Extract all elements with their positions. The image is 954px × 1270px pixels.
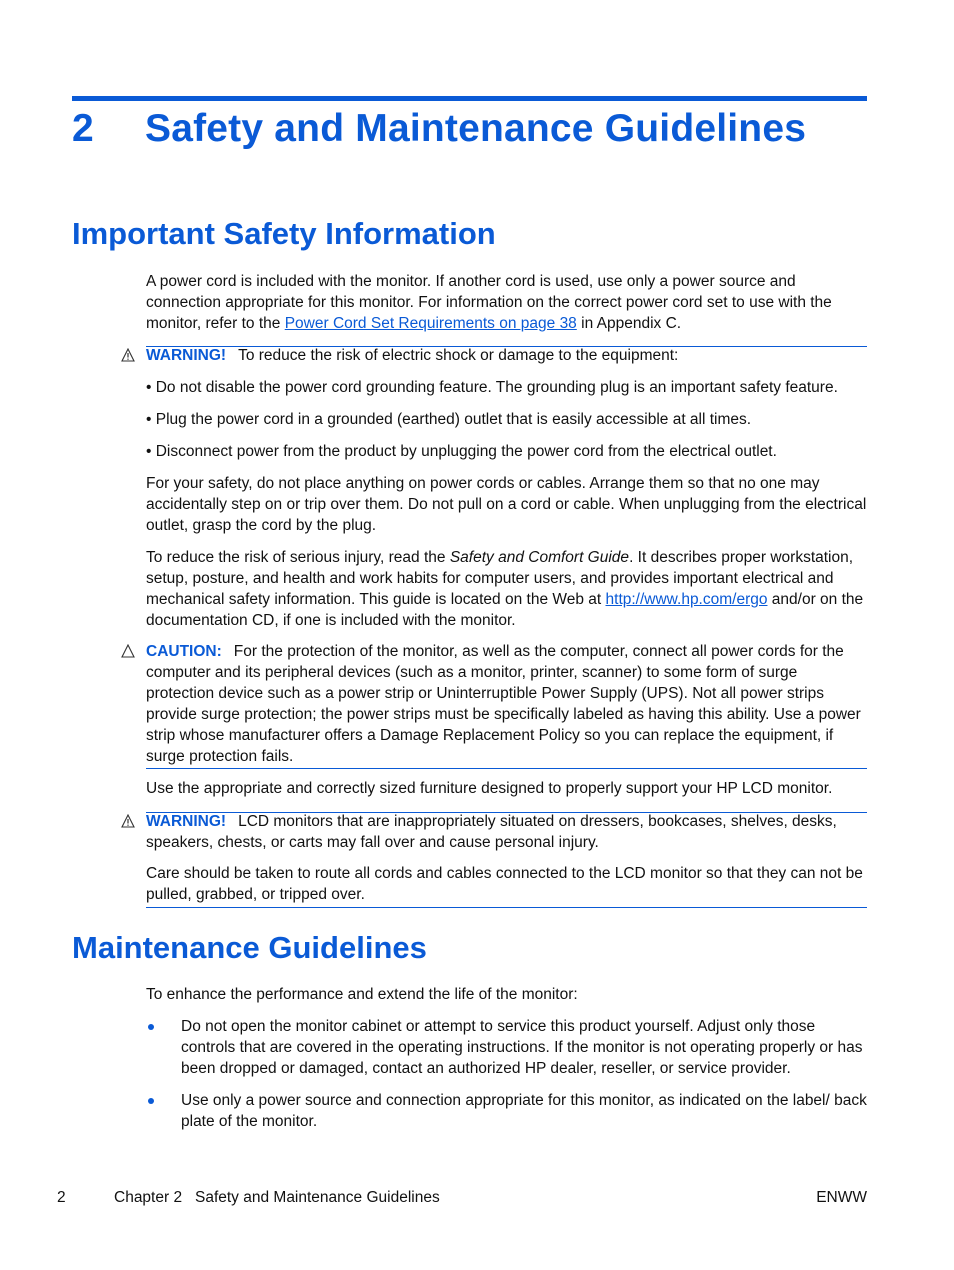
- warning-triangle-icon: [121, 814, 135, 828]
- warning2-rule-bottom: [146, 907, 867, 908]
- warning2-label: WARNING!: [146, 813, 227, 830]
- warning-triangle-icon: [121, 348, 135, 362]
- maintenance-intro: To enhance the performance and extend the life of the monitor:: [146, 986, 578, 1003]
- bullet-dot-icon: [148, 1098, 154, 1104]
- caution-label: CAUTION:: [146, 643, 222, 660]
- warning-bullet-3: • Disconnect power from the product by unplugging the power cord from the electrical outlet.: [146, 443, 777, 460]
- safety-intro: [146, 271, 868, 334]
- furniture-paragraph: Use the appropriate and correctly sized furniture designed to properly support your HP LCD monitor.: [146, 780, 833, 797]
- guide-title: Safety and Comfort Guide: [449, 549, 630, 566]
- safety-intro-end: in Appendix C.: [576, 315, 682, 332]
- chapter-rule: [72, 96, 867, 101]
- chapter-title: [72, 107, 806, 151]
- warning-bullet-1: • Do not disable the power cord grounding feature. The grounding plug is an important safety feature.: [146, 379, 838, 396]
- bullet-dot-icon: [148, 1024, 154, 1030]
- warning2: [146, 811, 868, 853]
- warning1-label: WARNING!: [146, 347, 227, 364]
- maintenance-heading: Maintenance Guidelines: [72, 930, 427, 965]
- footer-locale: ENWW: [816, 1189, 867, 1206]
- chapter-title-text: Safety and Maintenance Guidelines: [145, 107, 807, 150]
- warning1-text: To reduce the risk of electric shock or damage to the equipment:: [238, 347, 679, 364]
- guide-text-3: and/or on the documentation CD, if one is included with the monitor.: [146, 591, 864, 629]
- caution-text: For the protection of the monitor, as well as the computer, connect all power cords for the computer and its peripheral devices (such as a monitor, printer, scanner) to some form of surge protection device such as a power strip or Uninterruptible Power Supply (UPS). Not all power strips provide surge protection; the power strips must be specifically labeled as having this ability. Use a power strip whose manufacturer offers a Damage Replacement Policy so you can replace the equipment, if surge protection fails.: [146, 643, 861, 765]
- warning1: [146, 345, 868, 366]
- maintenance-bullet-2: Use only a power source and connection appropriate for this monitor, as indicated on the label/ back plate of the monitor.: [181, 1092, 867, 1130]
- guide-text-2: . It describes proper workstation, setup, posture, and health and work habits for computer users, and provides important electrical and mechanical safety information. This guide is located on the Web at: [146, 549, 854, 608]
- guide-paragraph: [146, 547, 868, 631]
- caution: [146, 641, 868, 767]
- caution-rule-bottom: [146, 768, 867, 769]
- power-cord-link[interactable]: Power Cord Set Requirements on page 38: [284, 315, 577, 332]
- safety-paragraph: For your safety, do not place anything on power cords or cables. Arrange them so that no one may accidentally step on or trip over them. Do not pull on a cord or cable. When unplugging from the electrical outlet, grasp the cord by the plug.: [146, 475, 867, 534]
- warning2-text: LCD monitors that are inappropriately situated on dressers, bookcases, shelves, desks, speakers, chests, or carts may fall over and cause personal injury.: [146, 813, 837, 851]
- safety-intro-text: A power cord is included with the monitor. If another cord is used, use only a power source and connection appropriate for this monitor. For information on the correct power cord set to use with the monitor, refer to the: [146, 273, 832, 332]
- warning-bullet-2: • Plug the power cord in a grounded (earthed) outlet that is easily accessible at all times.: [146, 411, 752, 428]
- chapter-number: 2: [72, 107, 94, 150]
- caution-triangle-icon: [121, 644, 135, 658]
- ergo-link[interactable]: http://www.hp.com/ergo: [605, 591, 768, 608]
- cords-paragraph: Care should be taken to route all cords and cables connected to the LCD monitor so that they can not be pulled, grabbed, or tripped over.: [146, 865, 863, 903]
- safety-heading: Important Safety Information: [72, 216, 496, 251]
- footer-page-number: 2: [57, 1189, 66, 1206]
- maintenance-bullet-1: Do not open the monitor cabinet or attempt to service this product yourself. Adjust only those controls that are covered in the operating instructions. If the monitor is not operating properly or has been dropped or damaged, contact an authorized HP dealer, reseller, or service provider.: [181, 1018, 863, 1077]
- guide-text-1: To reduce the risk of serious injury, read the: [146, 549, 450, 566]
- footer-chapter-ref: Chapter 2 Safety and Maintenance Guidelines: [114, 1189, 440, 1206]
